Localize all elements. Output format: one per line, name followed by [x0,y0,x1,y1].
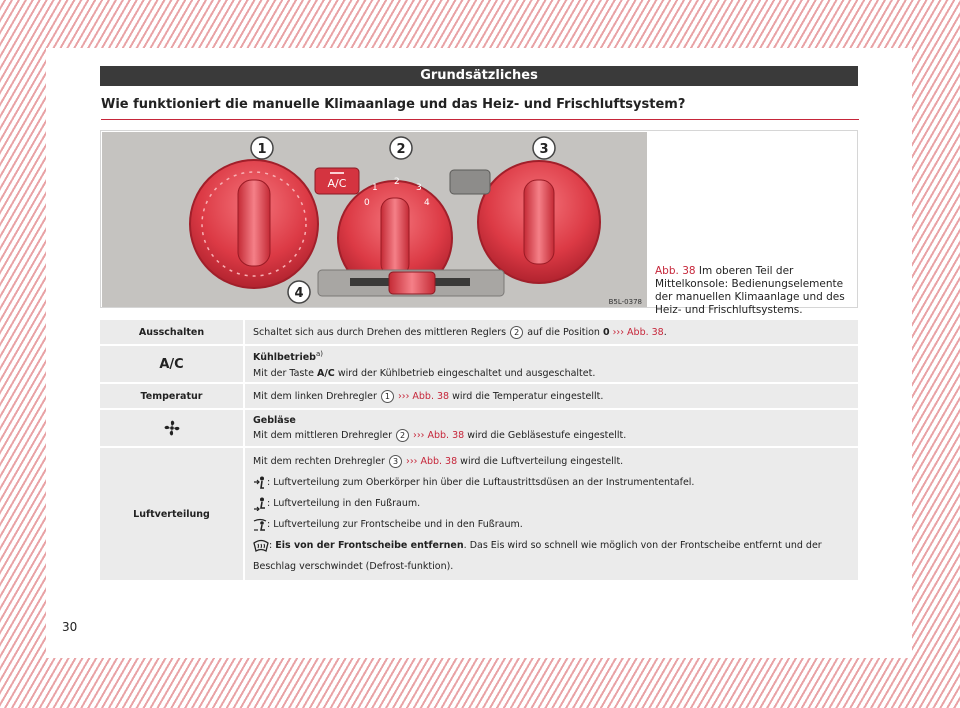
image-code: B5L-0378 [608,298,642,306]
svg-text:2: 2 [396,142,406,157]
caption-ref: Abb. 38 [655,265,696,277]
row-description: Kühlbetrieb$^{a)}$ Mit der Taste A/C wird der Kühlbetrieb eingeschaltet und ausgeschaltet. [245,346,858,382]
air-upper-body-icon [253,476,267,490]
climate-panel-photo [102,132,647,307]
fan-scale-1: 1 [372,183,378,193]
row-title: Kühlbetrieb [253,352,316,364]
heading-rule [101,119,859,120]
callout-1 [251,137,273,159]
ac-button [315,168,359,194]
figure-link[interactable]: ››› Abb. 38 [397,390,450,402]
figure-link[interactable]: ››› Abb. 38 [612,326,664,338]
fan-scale-0: 0 [364,198,370,208]
table-row [100,384,858,408]
section-title-bar: Grundsätzliches [100,66,858,86]
callout-4 [288,281,310,303]
row-label: Ausschalten [100,320,245,344]
temperature-knob [190,160,318,288]
row-label: Luftverteilung [100,448,245,580]
table-row [100,346,858,382]
defrost-title: Eis von der Frontscheibe entfernen [275,540,464,551]
defrost-icon [253,539,269,553]
row-description: Mit dem linken Drehregler 1 ››› Abb. 38 wird die Temperatur eingestellt. [245,384,858,408]
row-description: Mit dem rechten Drehregler 3 ››› Abb. 38 wird die Luftverteilung eingestellt. : Luftverteilung zum Oberkörper hin über die Luftaustrittsdüsen an der Instrumententafel. : Luftverteilung in den Fußraum. : Luftverteilung zur Frontscheibe und in den Fußraum. : Eis von der Frontscheibe entfernen. Das Eis wird so schnell wie möglich von der Frontscheibe entfernt und der Beschlag verschwindet (Defrost-funktion). [245,448,858,580]
fan-scale-4: 4 [424,198,430,208]
controls-table [100,318,858,582]
air-footwell-icon [253,497,267,511]
svg-text:1: 1 [257,142,267,157]
ac-inline-symbol: A/C [316,367,335,379]
callout-ref: 2 [396,429,409,442]
page-number: 30 [62,620,78,634]
footnote: a) [315,350,323,359]
callout-ref: 3 [389,455,402,468]
manual-page [46,48,912,658]
row-description: Schaltet sich aus durch Drehen des mittleren Reglers 2 auf die Position 0 ››› Abb. 38. [245,320,858,344]
ac-button-label: A/C [327,177,347,190]
air-windscreen-footwell-icon [253,518,267,532]
row-title: Gebläse [253,415,296,426]
table-row [100,448,858,580]
fan-scale-3: 3 [416,183,422,193]
figure-link[interactable]: ››› Abb. 38 [406,456,458,467]
air-distribution-knob [478,161,600,283]
figure-caption [655,265,855,317]
svg-text:3: 3 [539,142,549,157]
fan-scale-2: 2 [394,177,400,187]
recirculation-slider [318,270,504,296]
callout-2 [390,137,412,159]
climate-panel-illustration [102,132,647,307]
page-heading: Wie funktioniert die manuelle Klimaanlage und das Heiz- und Frischluftsystem? [101,97,686,112]
row-description: Gebläse Mit dem mittleren Drehregler 2 ››› Abb. 38 wird die Gebläsestufe eingestellt. [245,410,858,446]
callout-ref: 2 [510,326,523,339]
table-row [100,320,858,344]
fan-icon [100,410,245,446]
table-row [100,410,858,446]
callout-ref: 1 [381,390,394,403]
caption-text: Im oberen Teil der Mittelkonsole: Bedienungselemente der manuellen Klimaanlage und des Heiz- und Frischluftsystems. [655,265,845,316]
recirculation-button [450,170,490,194]
ac-symbol: A/C [100,346,245,382]
off-position-symbol: 0 [602,326,610,338]
row-label: Temperatur [100,384,245,408]
svg-text:4: 4 [294,286,304,301]
figure-link[interactable]: ››› Abb. 38 [413,430,465,441]
callout-3 [533,137,555,159]
figure-38 [100,130,858,316]
